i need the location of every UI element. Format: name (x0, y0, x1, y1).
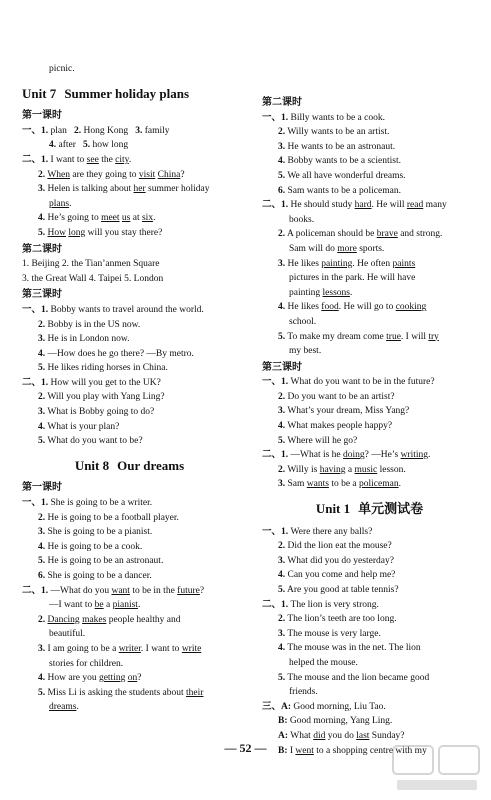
answer-line: 3. He is in London now. (38, 334, 130, 345)
answer-line: 3. He likes painting. He often paints (278, 258, 416, 269)
answer-line: 2. Dancing makes people healthy and (38, 614, 181, 625)
answer-line: —I want to be a pianist. (49, 600, 141, 611)
answer-line: 3. Helen is talking about her summer holiday (38, 184, 210, 195)
answer-line: stories for children. (49, 658, 124, 669)
watermark-logo-icon (391, 742, 483, 794)
answer-line: 2. Willy wants to be an artist. (278, 127, 390, 138)
answer-line: 二、1. I want to see the city. (22, 154, 132, 165)
answer-line: school. (289, 316, 317, 327)
unit-1-title: Unit 1 单元测试卷 (315, 501, 424, 517)
answer-line: 3. I am going to be a writer. I want to write (38, 643, 202, 654)
answer-line: 5. He is going to be an astronaut. (38, 556, 164, 567)
answer-line: 3. What did you do yesterday? (278, 555, 394, 566)
answer-line: helped the mouse. (289, 657, 358, 668)
answer-line: 2. Did the lion eat the mouse? (278, 541, 392, 552)
answer-line: 2. Do you want to be an artist? (278, 391, 395, 402)
answer-line: 一、1. Billy wants to be a cook. (262, 112, 385, 123)
answer-line: 二、1. The lion is very strong. (262, 599, 379, 610)
answer-line: Sam will do more sports. (289, 243, 385, 254)
answer-line: 2. He is going to be a football player. (38, 512, 179, 523)
answer-line: 一、1. She is going to be a writer. (22, 498, 153, 509)
answer-line: 3. What is Bobby going to do? (38, 407, 155, 418)
answer-line: 4. —How does he go there? —By metro. (38, 348, 194, 359)
answer-line: 5. What do you want to be? (38, 436, 143, 447)
answer-line: 3. the Great Wall 4. Taipei 5. London (22, 273, 164, 284)
right-column (262, 94, 477, 758)
answer-line: 4. He is going to be a cook. (38, 541, 143, 552)
answer-line: 2. A policeman should be brave and strong. (278, 229, 443, 240)
answer-line: 3. What’s your dream, Miss Yang? (278, 406, 410, 417)
answer-line: 二、1. How will you get to the UK? (22, 377, 161, 388)
unit-8-title: Unit 8 Our dreams (74, 457, 185, 473)
unit-7-title: Unit 7 Summer holiday plans (22, 85, 190, 101)
lesson-header: 第二课时 (22, 243, 62, 255)
answer-line: 一、1. Were there any balls? (262, 526, 373, 537)
answer-line: 4. He’s going to meet us at six. (38, 213, 156, 224)
answer-line: 2. Bobby is in the US now. (38, 319, 141, 330)
answer-line: 5. We all have wonderful dreams. (278, 170, 406, 181)
answer-line: 3. She is going to be a pianist. (38, 527, 153, 538)
answer-line: 一、1. plan 2. Hong Kong 3. family (22, 125, 170, 136)
answer-line: B: I went to a shopping centre with my (278, 745, 427, 756)
answer-line: 5. Are you good at table tennis? (278, 585, 399, 595)
answer-line: A: What did you do last Sunday? (278, 730, 405, 741)
answer-line: dreams. (49, 702, 79, 713)
answer-line: 6. Sam wants to be a policeman. (278, 185, 401, 196)
answer-line: 二、1. —What do you want to be in the future? (22, 585, 205, 596)
lesson-header: 第三课时 (22, 289, 62, 301)
answer-line: plans. (49, 198, 72, 209)
answer-line: pictures in the park. He will have (289, 273, 416, 284)
lesson-header: 第一课时 (22, 110, 62, 122)
answer-line: 4. after 5. how long (49, 140, 129, 151)
lesson-header: 第二课时 (262, 97, 302, 108)
answer-line: 2. Will you play with Yang Ling? (38, 392, 165, 403)
lesson-header: 第三课时 (262, 361, 302, 373)
answer-line: 3. The mouse is very large. (278, 628, 381, 639)
answer-line: 5. How long will you stay there? (38, 227, 163, 238)
answer-line: friends. (289, 687, 318, 698)
answer-line: 4. Can you come and help me? (278, 570, 396, 581)
answer-line: 6. She is going to be a dancer. (38, 571, 152, 581)
answer-line: 5. Where will he go? (278, 435, 358, 446)
answer-line: my best. (289, 346, 322, 357)
page-number: — 52 — (224, 741, 267, 755)
answer-line: 3. Sam wants to be a policeman. (278, 479, 401, 490)
answer-line: 4. What is your plan? (38, 421, 120, 432)
answer-line: picnic. (49, 64, 75, 74)
answer-line: 5. He likes riding horses in China. (38, 363, 168, 374)
answer-line: B: Good morning, Yang Ling. (278, 716, 393, 727)
answer-line: 2. When are they going to visit China? (38, 169, 185, 180)
answer-line: 二、1. He should study hard. He will read many (262, 200, 447, 211)
answer-line: 一、1. What do you want to be in the future? (262, 377, 435, 388)
answer-line: 4. He likes food. He will go to cooking (278, 302, 427, 313)
answer-line: 三、A: Good morning, Liu Tao. (262, 701, 386, 712)
answer-line: 二、1. —What is he doing? —He’s writing. (262, 450, 431, 461)
answer-line: 3. He wants to be an astronaut. (278, 141, 396, 152)
answer-line: 4. How are you getting on? (38, 673, 142, 684)
answer-line: 2. Willy is having a music lesson. (278, 464, 406, 475)
answer-line: painting lessons. (289, 287, 353, 298)
answer-line: 5. To make my dream come true. I will try (278, 331, 439, 342)
answer-line: 5. The mouse and the lion became good (278, 672, 430, 683)
answer-line: books. (289, 214, 315, 225)
left-column (22, 62, 237, 715)
answer-line: 5. Miss Li is asking the students about their (38, 687, 204, 698)
answer-line: 4. What makes people happy? (278, 421, 393, 432)
answer-line: 4. Bobby wants to be a scientist. (278, 156, 401, 167)
answer-line: 4. The mouse was in the net. The lion (278, 643, 421, 654)
answer-line: 1. Beijing 2. the Tian’anmen Square (22, 259, 160, 270)
lesson-header: 第一课时 (22, 482, 62, 494)
answer-line: 一、1. Bobby wants to travel around the world. (22, 304, 204, 315)
answer-line: 2. The lion’s teeth are too long. (278, 614, 397, 625)
answer-line: beautiful. (49, 629, 86, 640)
